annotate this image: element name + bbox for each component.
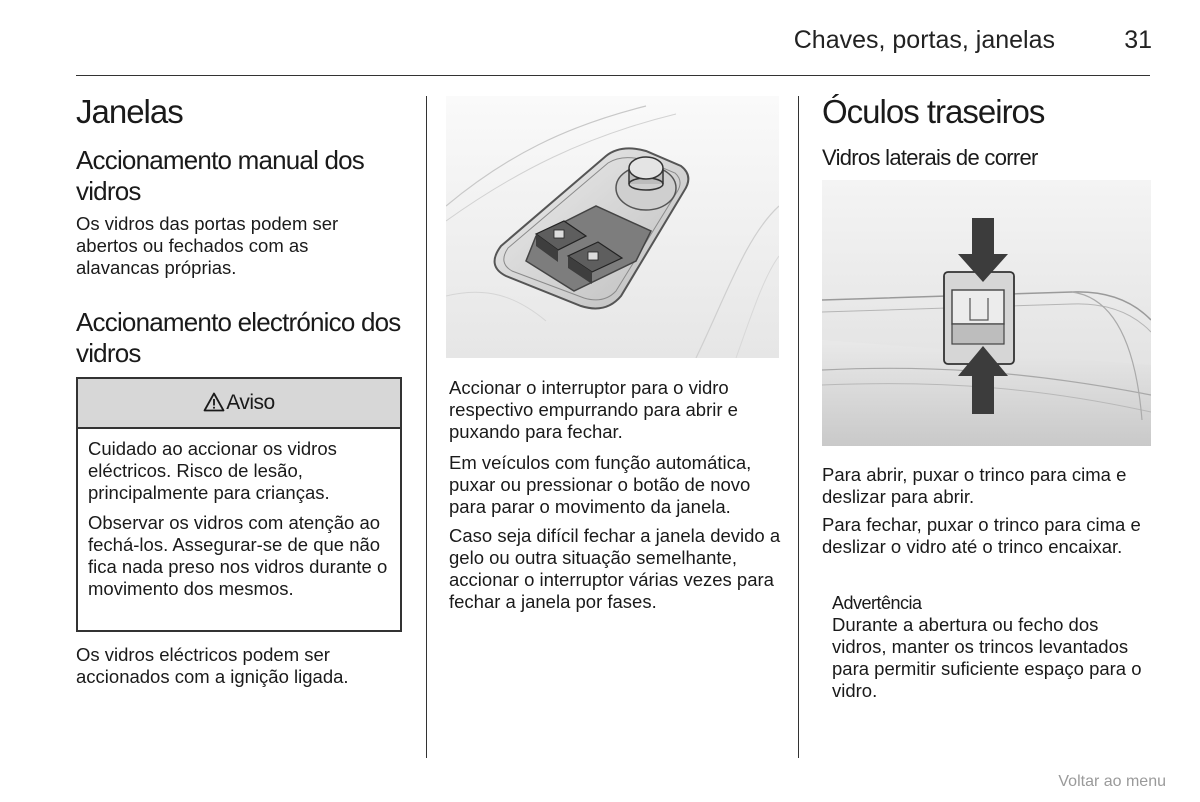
warning-header (78, 379, 400, 429)
subheading-electronic: Accionamento electrónico dos vidros (76, 307, 401, 368)
paragraph-open: Para abrir, puxar o trinco para cima e deslizar para abrir. (822, 464, 1127, 507)
warning-triangle-icon (203, 392, 225, 412)
warning-title: Aviso (226, 391, 275, 414)
warning-paragraph-2: Observar os vidros com atenção ao fechá-los. Assegurar-se de que não fica nada preso nos vidros durante o movimento dos mesmos. (88, 512, 388, 599)
note-title: Advertência (832, 593, 922, 613)
note-text: Durante a abertura ou fecho dos vidros, manter os trincos levantados para permitir suficiente espaço para o vidro. (832, 614, 1142, 701)
warning-box (76, 377, 402, 632)
warning-paragraph-1: Cuidado ao accionar os vidros eléctricos. Risco de lesão, principalmente para crianças. (88, 438, 337, 503)
paragraph-ignition: Os vidros eléctricos podem ser accionados com a ignição ligada. (76, 644, 349, 687)
column-divider-2 (798, 96, 799, 758)
subheading-manual: Accionamento manual dos vidros (76, 145, 365, 206)
subheading-sliding: Vidros laterais de correr (822, 145, 1038, 170)
column-divider-1 (426, 96, 427, 758)
header-rule (76, 75, 1150, 76)
paragraph-automatic: Em veículos com função automática, puxar ou pressionar o botão de novo para parar o movimento da janela. (449, 452, 752, 517)
back-to-menu-link[interactable]: Voltar ao menu (1058, 773, 1166, 790)
window-switch-illustration (446, 96, 779, 358)
page-number: 31 (1124, 26, 1152, 54)
paragraph-ice: Caso seja difícil fechar a janela devido a gelo ou outra situação semelhante, accionar o interruptor várias vezes para fechar a janela por fases. (449, 525, 781, 612)
paragraph-switch: Accionar o interruptor para o vidro respectivo empurrando para abrir e puxando para fechar. (449, 377, 738, 442)
sliding-window-latch-illustration (822, 180, 1151, 446)
running-header-title: Chaves, portas, janelas (793, 26, 1055, 54)
paragraph-manual: Os vidros das portas podem ser abertos ou fechados com as alavancas próprias. (76, 213, 339, 278)
paragraph-close: Para fechar, puxar o trinco para cima e deslizar o vidro até o trinco encaixar. (822, 514, 1141, 557)
section-heading-janelas: Janelas (76, 93, 183, 130)
section-heading-oculos: Óculos traseiros (822, 93, 1045, 130)
